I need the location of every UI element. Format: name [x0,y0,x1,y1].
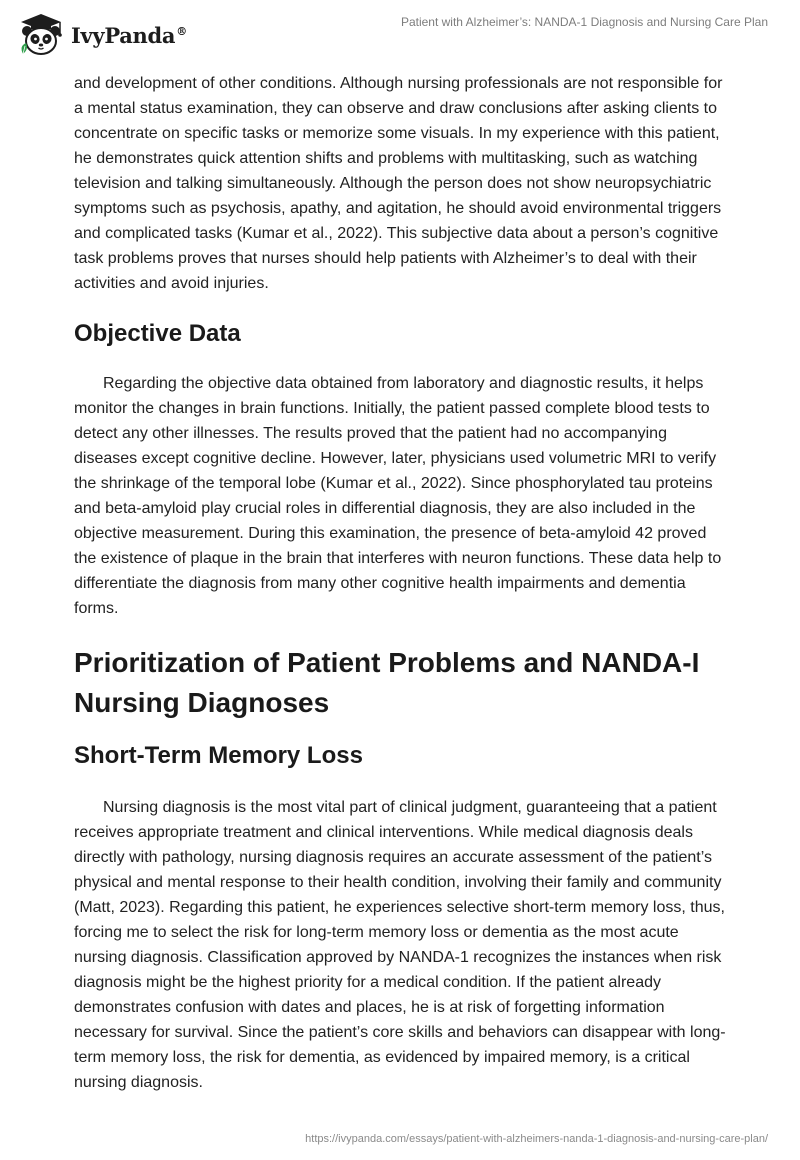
registered-mark: ® [176,24,187,38]
ivypanda-logo[interactable] [16,10,187,60]
heading-prioritization: Prioritization of Patient Problems and NANDA-I Nursing Diagnoses [74,647,700,718]
paragraph-short-term-memory-loss: Nursing diagnosis is the most vital part of clinical judgment, guaranteeing that a patient receives appropriate treatment and clinical interventions. While medical diagnosis deals directly with pathology, nursing diagnosis requires an accurate assessment of the patient’s physical and mental response to their health condition, involving their family and community (Matt, 2023). Regarding this patient, he experiences selective short-term memory loss, thus, forcing me to select the risk for long-term memory loss or dementia as the most acute nursing diagnosis. Classification approved by NANDA-1 recognizes the instances when risk diagnosis might be the highest priority for a medical condition. If the patient already demonstrates confusion with dates and places, he is at risk of forgetting information necessary for survival. Since the patient’s core skills and behaviors can disappear with long-term memory loss, the risk for dementia, as evidenced by impaired memory, is a critical nursing diagnosis. [74,799,726,1091]
essay-body [74,71,728,1095]
page-header [0,0,800,70]
paragraph-intro: and development of other conditions. Although nursing professionals are not responsible for a mental status examination, they can observe and draw conclusions after asking clients to concentrate on specific tasks or memorize some visuals. In my experience with this patient, he demonstrates quick attention shifts and problems with multitasking, such as watching television and talking simultaneously. Although the person does not show neuropsychiatric symptoms such as psychosis, apathy, and agitation, he should avoid environmental triggers and complicated tasks (Kumar et al., 2022). This subjective data about a person’s cognitive task problems proves that nurses should help patients with Alzheimer’s to deal with their activities and avoid injuries. [74,75,723,292]
panda-graduate-icon [16,10,66,60]
heading-short-term-memory-loss: Short-Term Memory Loss [74,742,363,769]
paragraph-objective-data: Regarding the objective data obtained from laboratory and diagnostic results, it helps monitor the changes in brain functions. Initially, the patient passed complete blood tests to detect any other illnesses. The results proved that the patient had no accompanying diseases except cognitive decline. However, later, physicians used volumetric MRI to verify the shrinkage of the temporal lobe (Kumar et al., 2022). Since phosphorylated tau proteins and beta-amyloid play crucial roles in differential diagnosis, they are also included in the objective measurement. During this examination, the presence of beta-amyloid 42 proved the existence of plaque in the brain that interferes with neuron functions. These data help to differentiate the diagnosis from many other cognitive health impairments and dementia forms. [74,375,722,617]
page-title: Patient with Alzheimer’s: NANDA-1 Diagnosis and Nursing Care Plan [400,15,768,29]
logo-text: IvyPanda® [71,22,187,48]
heading-objective-data: Objective Data [74,320,241,347]
source-url[interactable]: https://ivypanda.com/essays/patient-with-alzheimers-nanda-1-diagnosis-and-nursing-care-plan/ [305,1133,768,1145]
